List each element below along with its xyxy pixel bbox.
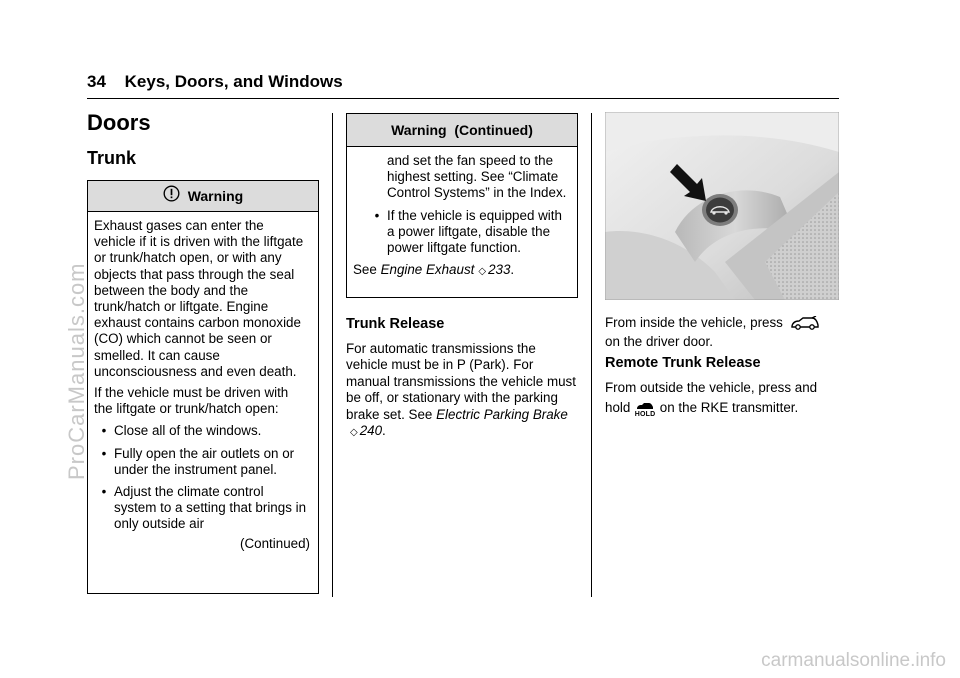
see-reference: See Engine Exhaust ◇ 233.: [353, 262, 569, 280]
warning-paragraph: and set the fan speed to the highest setting. See “Climate Control Systems” in the Index.: [387, 153, 567, 201]
list-item-text: If the vehicle is equipped with a power liftgate, disable the power liftgate function.: [387, 207, 562, 256]
rke-trunk-hold-icon: [634, 402, 656, 419]
reference-link[interactable]: Electric Parking Brake: [436, 406, 568, 422]
reference-arrow-icon: ◇: [478, 266, 487, 278]
trunk-release-title: Trunk Release: [346, 316, 445, 332]
bullet-marker: •: [101, 484, 107, 500]
list-item-text: Fully open the air outlets on or under the instrument panel.: [114, 445, 295, 477]
see-label: See: [353, 262, 377, 278]
list-item: [94, 484, 308, 533]
chapter-title: Keys, Doors, and Windows: [124, 72, 343, 91]
bullet-marker: •: [374, 207, 380, 223]
subsection-title: Trunk: [87, 148, 137, 168]
warning-box: [87, 180, 319, 594]
remote-trunk-release-title: Remote Trunk Release: [605, 355, 761, 371]
inside-release-text: From inside the vehicle, press on the driver door.: [605, 315, 845, 351]
hold-label: HOLD: [634, 411, 656, 418]
list-item: [94, 423, 308, 439]
warning-icon: [163, 182, 180, 213]
warning-paragraph: If the vehicle must be driven with the liftgate or trunk/hatch open:: [94, 385, 289, 417]
list-item: [94, 446, 308, 478]
remote-release-text: From outside the vehicle, press and hold HOLD on the RKE transmitter.: [605, 380, 818, 418]
footer-watermark: carmanualsonline.info: [761, 650, 946, 671]
reference-arrow-icon: ◇: [350, 427, 358, 439]
side-watermark: ProCarManuals.com: [64, 262, 89, 480]
bullet-marker: •: [101, 445, 107, 461]
page-number: 34: [87, 72, 106, 91]
warning-title: Warning: [187, 188, 244, 204]
trunk-release-text: For automatic transmissions the vehicle must be in P (Park). For manual transmissions the vehicle must be off, or stationary with the parking brake set. See Electric Parking Brake◇ 240.: [346, 341, 578, 441]
list-item-text: Adjust the climate control system to a setting that brings in only outside air: [114, 484, 307, 532]
list-item-text: Close all of the windows.: [114, 423, 262, 439]
warning-box-continued: [346, 113, 578, 298]
continued-label: (Continued): [240, 535, 310, 551]
page-header: [87, 72, 343, 92]
warning-title: Warning (Continued): [391, 122, 533, 138]
reference-page[interactable]: 233: [488, 262, 511, 278]
reference-page[interactable]: 240: [359, 423, 383, 439]
trunk-release-icon: [790, 316, 820, 334]
reference-link[interactable]: Engine Exhaust: [380, 262, 475, 278]
warning-title-bar: [347, 114, 577, 147]
column-divider-1: [332, 113, 333, 597]
section-title: Doors: [87, 110, 151, 135]
header-rule: [87, 98, 839, 99]
trunk-release-switch-photo: [605, 112, 839, 300]
column-divider-2: [591, 113, 592, 597]
warning-title-bar: [88, 181, 318, 212]
bullet-marker: •: [101, 423, 107, 439]
list-item: [353, 208, 569, 257]
warning-paragraph: Exhaust gases can enter the vehicle if it is driven with the liftgate or trunk/hatch open, or with any objects that pass through the seal between the body and the trunk/hatch or liftgate. Engine exhaust contains carbon monoxide (CO) which cannot be seen or smelled. It can cause unconsciousness and even death.: [94, 218, 304, 379]
